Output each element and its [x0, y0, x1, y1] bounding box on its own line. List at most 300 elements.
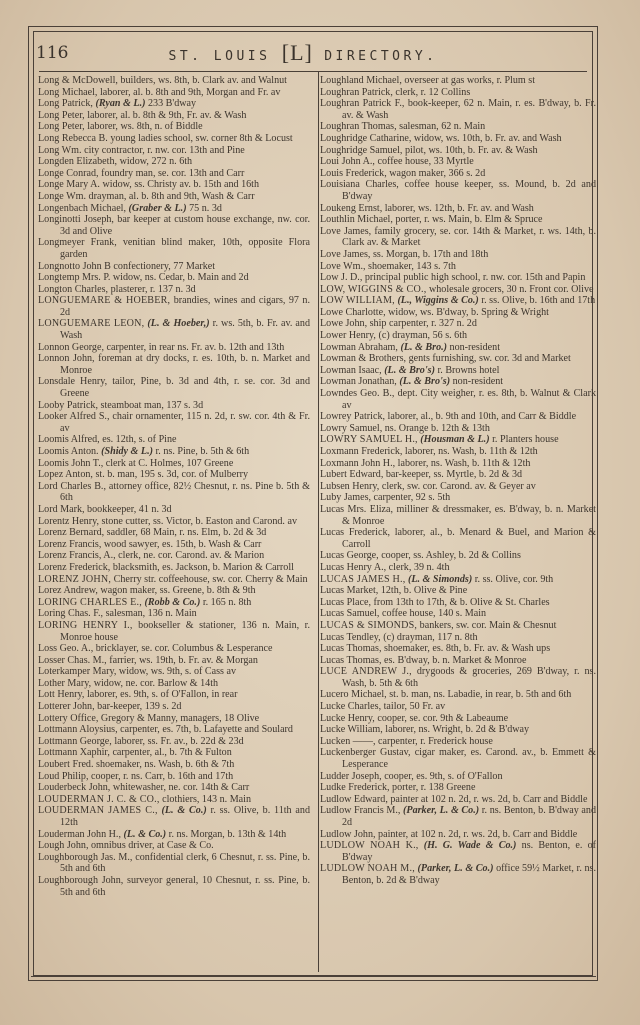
directory-column-right — [320, 75, 596, 887]
entry-name: Lorenz Frederick, — [38, 561, 111, 573]
entry-name: LOUDERMAN J. C. & CO., — [38, 793, 160, 805]
directory-entry — [38, 713, 310, 725]
directory-entry — [320, 597, 596, 609]
entry-details: es. B'dway, b. n. Market & Monroe — [381, 654, 527, 666]
directory-entry — [38, 446, 310, 458]
directory-entry — [320, 805, 596, 828]
entry-details: widow, ws. 9th, s. of Cass av — [116, 666, 237, 678]
directory-entry — [38, 191, 310, 203]
entry-details: confectionery, 77 Market — [110, 260, 216, 272]
entry-name: Longe Mary A. — [38, 179, 100, 191]
entry-details: shoemaker, ns. Wash, b. 6th & 7th — [93, 759, 235, 771]
entry-firm: (L. & Co.) — [157, 805, 207, 817]
directory-entry — [38, 724, 310, 736]
directory-entry — [38, 794, 310, 806]
entry-details: Cherry str. coffeehouse, sw. cor. Cherry & Main — [111, 573, 308, 585]
directory-entry — [320, 701, 596, 713]
directory-entry — [320, 342, 596, 354]
entry-name: Lowman Abraham, — [320, 341, 398, 353]
entry-name: Longenbach Michael, — [38, 202, 127, 214]
entry-firm: (L. & Bro.) — [397, 341, 448, 353]
entry-details: non-resident — [450, 376, 504, 388]
entry-name: Lonnon John, — [38, 353, 95, 365]
directory-entry — [320, 330, 596, 342]
directory-entry — [38, 666, 310, 678]
directory-entry — [320, 771, 596, 783]
entry-details: laborer, ns. Wash, b. 11th & 12th — [402, 446, 538, 457]
entry-name: Looby Patrick, — [38, 399, 98, 411]
directory-entry — [320, 272, 596, 284]
directory-entry — [320, 492, 596, 504]
directory-entry — [38, 469, 310, 481]
entry-details: coffee house, 140 s. Main — [379, 608, 487, 620]
entry-details: foreman at dry docks, r. es. 10th, b. n. Market and Monroe — [60, 353, 310, 376]
entry-details: widow, ns. Cedar, b. Main and 2d — [110, 272, 249, 284]
entry-name: Lucero Michael, — [320, 689, 387, 701]
entry-details: laborer, ns. Wright, b. 2d & B'dway — [382, 724, 530, 736]
entry-details: shoemaker, 143 s. 7th — [365, 260, 456, 272]
entry-details: ship carpenter, r. 327 n. 2d — [367, 318, 477, 330]
entry-name: Louisiana Charles, — [320, 179, 399, 191]
entry-details: cooper, se. cor. 9th & Labeaume — [374, 712, 509, 724]
entry-name: Lucas Thomas, — [320, 654, 382, 666]
entry-details: chair ornamenter, 115 n. 2d, r. sw. cor. 4th & Fr. av — [60, 411, 310, 434]
entry-name: Lough John, — [38, 840, 89, 852]
entry-details: dept. City weigher, r. es. 8th, b. Walnut & Clark av — [342, 388, 597, 411]
directory-entry — [38, 759, 310, 771]
entry-name: Longtemp Mrs. P. — [38, 272, 111, 284]
entry-details: salesman, 62 n. Main — [396, 121, 486, 133]
entry-details: r. ns. Benton, b. B'dway and 2d — [342, 805, 596, 828]
entry-name: Lucken ——, — [320, 735, 376, 747]
entry-details: bar keeper at custom house exchange, nw. cor. 3d and Olive — [60, 214, 310, 237]
entry-firm: (L. & Hoeber,) — [144, 318, 210, 330]
entry-name: Longmeyer Frank, — [38, 237, 117, 249]
directory-entry — [320, 261, 596, 273]
directory-entry — [320, 863, 596, 886]
entry-name: Lucas Samuel, — [320, 608, 380, 620]
directory-entry — [320, 666, 596, 689]
directory-entry — [320, 829, 596, 841]
directory-entry — [320, 411, 596, 423]
directory-entry — [38, 400, 310, 412]
directory-entry — [38, 643, 310, 655]
entry-name: Lottery Office, — [38, 712, 99, 724]
entry-details: clerk, r. 12 Collins — [392, 86, 471, 98]
directory-entry — [320, 504, 596, 527]
entry-name: Lucas Tendley, — [320, 631, 381, 643]
directory-entry — [38, 156, 310, 168]
entry-details: confidential clerk, 6 Chesnut, r. ss. Pine, b. 5th and 6th — [60, 851, 310, 875]
directory-entry — [320, 527, 596, 550]
entry-name: Loui John A., — [320, 156, 375, 168]
directory-entry — [320, 689, 596, 701]
entry-name: Long Michael, — [38, 86, 98, 98]
entry-name: Louis Frederick, — [320, 167, 387, 179]
directory-entry — [320, 249, 596, 261]
entry-name: Lord Mark, — [38, 503, 85, 515]
entry-details: drayman, al. b. 8th and 9th, Wash & Carr — [86, 190, 255, 202]
entry-name: Lucke Henry, — [320, 712, 375, 724]
directory-column-left — [38, 75, 310, 898]
entry-name: Lowe Charlotte, — [320, 306, 386, 318]
entry-details: laborer, al., b. 9th and 10th, and Carr & Biddle — [385, 411, 577, 423]
entry-details: stone cutter, ss. Victor, b. Easton and Carond. av — [99, 515, 298, 527]
title-left: ST. LOUIS — [168, 49, 271, 64]
entry-name: Lowndes Geo. B., — [320, 388, 395, 400]
entry-name: Loomis John T., — [38, 457, 104, 469]
entry-name: LONGUEMARE & HOEBER, — [38, 295, 171, 307]
entry-details: office 59½ Market, r. ns. Benton, b. 2d & B'dway — [342, 863, 596, 886]
directory-entry — [38, 516, 310, 528]
entry-name: Long Rebecca B. — [38, 132, 108, 144]
entry-details: carpenter, 92 s. 5th — [371, 492, 451, 504]
entry-details: pilot, ws. 10th, b. Fr. av. & Wash — [402, 144, 538, 156]
entry-name: Loughborough Jas. M., — [38, 851, 133, 863]
entry-firm: (L. & Bro's) — [396, 376, 451, 388]
directory-entry — [38, 237, 310, 260]
directory-entry — [320, 736, 596, 748]
entry-details: attorney office, 82½ Chesnut, r. ns. Pine b. 5th & 6th — [60, 480, 311, 504]
directory-entry — [38, 261, 310, 273]
entry-details: wagon maker, ss. Greene, b. 8th & 9th — [97, 585, 256, 597]
entry-name: LUDLOW NOAH K., — [320, 840, 419, 852]
entry-name: Lorenz Bernard, — [38, 527, 105, 539]
entry-details: saddler, 68 Main, r. ns. Elm, b. 2d & 3d — [104, 527, 267, 539]
entry-details: book-keeper, 62 n. Main, r. es. B'dway, b. Fr. av. & Wash — [342, 98, 596, 121]
directory-entry — [320, 307, 596, 319]
directory-entry — [38, 121, 310, 133]
directory-entry — [320, 295, 596, 307]
entry-details: cooper, es. 9th, s. of O'Fallon — [381, 770, 503, 782]
entry-details: 12th, b. Olive & Pine — [378, 585, 468, 597]
entry-details: clerk, ne. cor. Carond. av. & Marion — [115, 550, 265, 562]
entry-details: r. ns. Pine, b. 5th & 6th — [152, 446, 250, 457]
entry-name: Lott Henry, — [38, 689, 85, 701]
entry-name: Louderbeck John, — [38, 782, 111, 794]
entry-name: Lucas Mrs. Eliza, — [320, 503, 394, 515]
entry-name: LORING CHARLES E., — [38, 596, 142, 608]
directory-entry — [38, 481, 310, 504]
entry-name: Loughran Patrick, — [320, 86, 393, 98]
entry-name: Ludder Joseph, — [320, 770, 382, 782]
entry-name: Lonnon George, — [38, 341, 104, 353]
entry-firm: (L. & Simonds) — [405, 573, 473, 585]
entry-details: bankers, sw. cor. Main & Chesnut — [417, 619, 557, 631]
entry-name: Ludke Frederick, — [320, 782, 390, 794]
entry-details: st. b. man, ns. Labadie, in rear, b. 5th and 6th — [386, 689, 572, 701]
directory-entry — [38, 214, 310, 237]
entry-details: r. ss. Olive, b. 16th and 17th — [478, 295, 596, 307]
entry-name: LUCAS JAMES H., — [320, 573, 406, 585]
entry-details: principal public high school, r. nw. cor. 15th and Papin — [362, 272, 586, 284]
entry-name: Lottmann Aloysius, — [38, 724, 118, 736]
entry-name: Lucke William, — [320, 724, 383, 736]
entry-name: Loomis Anton. — [38, 446, 99, 457]
entry-firm: (L., Wiggins & Co.) — [394, 295, 479, 307]
entry-details: laborer, es. 9th, s. of O'Fallon, in rear — [84, 689, 238, 701]
directory-entry — [320, 376, 596, 388]
entry-details: bricklayer, se. cor. Columbus & Lesperance — [93, 643, 273, 655]
entry-name: Longnotto John B — [38, 260, 111, 272]
entry-firm: (Shidy & L.) — [98, 446, 153, 457]
entry-name: Lotterer John, — [38, 701, 95, 713]
entry-name: LOUDERMAN JAMES C., — [38, 805, 158, 817]
directory-entry — [320, 643, 596, 655]
directory-entry — [38, 875, 310, 898]
entry-details: steamboat man, 137 s. 3d — [98, 399, 204, 411]
entry-details: gents furnishing, sw. cor. 3d and Market — [406, 353, 571, 365]
entry-name: Longe Wm. — [38, 190, 87, 202]
directory-entry — [38, 295, 310, 318]
entry-details: non-resident — [447, 341, 500, 353]
entry-details: widow, ws. 10th, b. Fr. av. and Wash — [411, 132, 562, 144]
directory-entry — [320, 713, 596, 725]
directory-entry — [38, 110, 310, 122]
entry-name: Long Patrick, — [38, 98, 93, 110]
entry-name: Long Peter, — [38, 109, 85, 121]
entry-name: Loring Chas. F., — [38, 608, 104, 620]
entry-name: Long Wm. — [38, 144, 82, 156]
entry-details: ns. Benton, e. of B'dway — [342, 840, 596, 863]
entry-details: bookkeeper, 41 n. 3d — [84, 503, 172, 515]
entry-details: laborer, al. b. 8th & 9th, Fr. av. & Wash — [84, 109, 247, 121]
entry-details: st. b. man, 195 s. 3d, cor. of Mulberry — [92, 469, 248, 481]
entry-details: bar-keeper, ss. Myrtle, b. 2d & 3d — [383, 469, 523, 481]
entry-details: coffee house keeper, ss. Mound, b. 2d and B'dway — [342, 179, 596, 202]
directory-entry — [38, 655, 310, 667]
directory-entry — [320, 550, 596, 562]
entry-name: Loss Geo. A., — [38, 643, 94, 655]
entry-name: Longden Elizabeth, — [38, 156, 118, 168]
entry-name: Lowman & Brothers, — [320, 353, 407, 365]
entry-name: Lucas Market, — [320, 585, 379, 597]
directory-entry — [38, 747, 310, 759]
entry-name: Louderman John H., — [38, 828, 121, 840]
directory-entry — [38, 527, 310, 539]
entry-details: shoemaker, es. 8th, b. Fr. av. & Wash ups — [381, 643, 551, 655]
entry-details: drygoods & groceries, 269 B'dway, r. ns. Wash, b. 5th & 6th — [342, 666, 596, 689]
entry-firm: (Housman & L.) — [417, 434, 490, 446]
entry-details: 233 B'dway — [145, 98, 197, 110]
entry-name: Lorenz Francis, — [38, 538, 102, 550]
entry-name: Long Peter, — [38, 121, 85, 133]
directory-entry — [320, 794, 596, 806]
directory-entry — [320, 203, 596, 215]
entry-name: Lother Mary, — [38, 677, 92, 689]
directory-entry — [320, 655, 596, 667]
entry-details: surveyor general, 10 Chesnut, r. ss. Pine, b. 5th and 6th — [60, 874, 310, 898]
directory-entry — [320, 98, 596, 121]
entry-name: Loterkamper Mary, — [38, 666, 117, 678]
entry-details: laborer, al. b. 8th and 9th, Morgan and Fr. av — [97, 86, 281, 98]
entry-details: brandies, wines and cigars, 97 n. 2d — [60, 295, 310, 318]
entry-details: cooper, ss. Ashley, b. 2d & Collins — [378, 550, 521, 562]
entry-details: painter, at 102 n. 2d, r. ws. 2d, b. Carr and Biddle — [375, 828, 578, 840]
entry-details: r. ss. Olive, cor. 9th — [472, 573, 554, 585]
entry-name: Lucas George, — [320, 550, 379, 562]
entry-name: Loughran Thomas, — [320, 121, 397, 133]
entry-details: carpenter, r. Frederick house — [375, 735, 493, 747]
directory-entry — [38, 284, 310, 296]
entry-details: clerk, 39 n. 4th — [386, 561, 450, 573]
entry-details: whitewasher, ne. cor. 14th & Carr — [110, 782, 250, 794]
entry-details: omnibus driver, at Case & Co. — [88, 840, 214, 852]
directory-entry — [320, 446, 596, 458]
entry-details: venitian blind maker, 10th, opposite Flora garden — [60, 237, 310, 260]
entry-details: milliner & dressmaker, es. B'dway, b. n. Market & Monroe — [342, 503, 596, 527]
entry-name: Looker Alfred S., — [38, 411, 110, 423]
running-head — [36, 36, 590, 70]
directory-entry — [320, 840, 596, 863]
directory-entry — [320, 168, 596, 180]
directory-entry — [38, 272, 310, 284]
entry-name: Luby James, — [320, 492, 372, 504]
entry-name: Lopez Anton, — [38, 469, 93, 481]
entry-name: Lowman Jonathan, — [320, 376, 397, 388]
entry-name: Lucas Thomas, — [320, 643, 382, 655]
entry-details: widow, ss. Christy av. b. 15th and 16th — [99, 179, 260, 191]
directory-entry — [38, 376, 310, 399]
directory-entry — [320, 145, 596, 157]
entry-details: r. Planters house — [489, 434, 559, 446]
entry-details: r. 165 n. 8th — [200, 596, 252, 608]
entry-name: Lorentz Henry, — [38, 515, 100, 527]
entry-firm: (H. G. Wade & Co.) — [418, 840, 517, 852]
directory-entry — [320, 318, 596, 330]
directory-entry — [38, 782, 310, 794]
entry-details: r. Browns hotel — [434, 364, 500, 376]
entry-details: r. ss. Olive, b. 11th and 12th — [60, 805, 311, 828]
entry-name: LOW WILLIAM, — [320, 295, 395, 307]
directory-entry — [320, 608, 596, 620]
directory-entry — [320, 724, 596, 736]
directory-entry — [320, 226, 596, 249]
entry-details: farrier, ws. 19th, b. Fr. av. & Morgan — [106, 654, 258, 666]
directory-entry — [320, 469, 596, 481]
entry-details: painter at 102 n. 2d, r. ws. 2d, b. Carr and Biddle — [387, 793, 588, 805]
directory-entry — [38, 98, 310, 110]
entry-details: salesman, 136 n. Main — [103, 608, 197, 620]
entry-firm: (L. & Co.) — [120, 828, 167, 840]
directory-entry — [320, 434, 596, 446]
entry-details: clerk, sw. cor. Carond. av. & Geyer av — [379, 480, 536, 492]
directory-entry — [38, 458, 310, 470]
entry-name: Ludlow Francis M., — [320, 805, 401, 817]
entry-name: Lower Henry, — [320, 330, 376, 342]
entry-firm: (Parker, L. & Co.) — [400, 805, 480, 817]
directory-entry — [38, 411, 310, 434]
entry-details: blacksmith, es. Jackson, b. Marion & Carroll — [110, 561, 294, 573]
entry-details: bar-keeper, 139 s. 2d — [94, 701, 182, 713]
entry-name: Loomis Alfred, — [38, 434, 100, 446]
entry-name: Loukeng Ernst, — [320, 202, 383, 214]
entry-name: Longe Conrad, — [38, 167, 99, 179]
directory-entry — [38, 701, 310, 713]
entry-name: LUCE ANDREW J., — [320, 666, 412, 678]
entry-details: laborer, ns. Wash, b. 11th & 12th — [395, 457, 531, 469]
entry-firm: (Graber & L.) — [126, 202, 187, 214]
directory-entry — [38, 608, 310, 620]
directory-entry — [38, 597, 310, 609]
directory-entry — [38, 504, 310, 516]
entry-details: city contractor, r. nw. cor. 13th and Pine — [81, 144, 245, 156]
entry-details: plasterer, r. 137 n. 3d — [108, 283, 196, 295]
directory-entry — [38, 203, 310, 215]
column-divider — [318, 72, 319, 972]
entry-details: tailor, Pine, b. 3d and 4th, r. se. cor. 3d and Greene — [60, 376, 310, 400]
directory-entry — [38, 353, 310, 376]
entry-firm: (Ryan & L.) — [92, 98, 146, 110]
directory-entry — [38, 75, 310, 87]
directory-entry — [38, 539, 310, 551]
entry-details: clothiers, 143 n. Main — [159, 793, 252, 805]
directory-entry — [320, 481, 596, 493]
entry-name: Love James, — [320, 225, 372, 237]
entry-name: LORENZ JOHN, — [38, 573, 112, 585]
entry-details: young ladies school, sw. corner 8th & Locust — [107, 132, 293, 144]
directory-entry — [320, 179, 596, 202]
entry-firm: (Robb & Co.) — [141, 596, 201, 608]
directory-entry — [38, 585, 310, 597]
entry-name: Lottmann Xaphir, — [38, 747, 110, 759]
entry-details: widow, ne. cor. Barlow & 14th — [91, 677, 219, 689]
entry-name: Love James, — [320, 248, 371, 260]
title-right: DIRECTORY. — [324, 49, 438, 64]
entry-name: Lottmann George, — [38, 735, 112, 747]
entry-details: bookseller & stationer, 136 n. Main, r. Monroe house — [60, 619, 310, 643]
directory-entry — [320, 632, 596, 644]
entry-details: tailor, 50 Fr. av — [381, 701, 446, 713]
directory-entry — [38, 145, 310, 157]
directory-entry — [320, 365, 596, 377]
entry-name: Luckenberger Gustav, — [320, 747, 411, 759]
entry-details: porter, r. ws. Main, b. Elm & Spruce — [392, 214, 543, 226]
entry-details: Gregory & Manny, managers, 18 Olive — [98, 712, 260, 724]
entry-details: (c) drayman, 117 n. 8th — [380, 631, 478, 643]
entry-name: Lubsen Henry, — [320, 480, 380, 492]
entry-details: coffee house, 33 Myrtle — [374, 156, 474, 168]
entry-details: laborer, al., b. Menard & Buel, and Marion & Carroll — [342, 527, 596, 550]
entry-name: Loughland Michael, — [320, 75, 402, 86]
directory-entry — [320, 562, 596, 574]
directory-entry — [38, 318, 310, 341]
entry-name: Ludlow John, — [320, 828, 376, 840]
directory-entry — [38, 342, 310, 354]
entry-name: Lubert Edward, — [320, 469, 384, 481]
entry-details: laborer, ss. Fr. av., b. 22d & 23d — [111, 735, 244, 747]
entry-name: LORING HENRY I., — [38, 619, 133, 631]
entry-name: Lorez Andrew, — [38, 585, 98, 597]
directory-entry — [320, 388, 596, 411]
entry-name: Loxmann Frederick, — [320, 446, 403, 457]
directory-entry — [320, 458, 596, 470]
entry-details: carpenter, al., b. 7th & Fulton — [109, 747, 232, 759]
entry-details: ns. Orange b. 12th & 13th — [382, 422, 490, 434]
directory-entry — [38, 133, 310, 145]
entry-name: Love Wm., — [320, 260, 366, 272]
entry-details: widow, 272 n. 6th — [117, 156, 193, 168]
entry-details: cigar maker, es. Carond. av., b. Emmett & Lesperance — [342, 747, 596, 771]
entry-details: foundry man, se. cor. 13th and Carr — [98, 167, 245, 179]
directory-entry — [320, 423, 596, 435]
directory-entry — [38, 574, 310, 586]
entry-details: porter, r. 138 Greene — [389, 782, 476, 794]
entry-name: Lowry Samuel, — [320, 422, 383, 434]
directory-entry — [320, 284, 596, 296]
directory-entry — [320, 87, 596, 99]
entry-name: Longinotti Joseph, — [38, 214, 114, 226]
